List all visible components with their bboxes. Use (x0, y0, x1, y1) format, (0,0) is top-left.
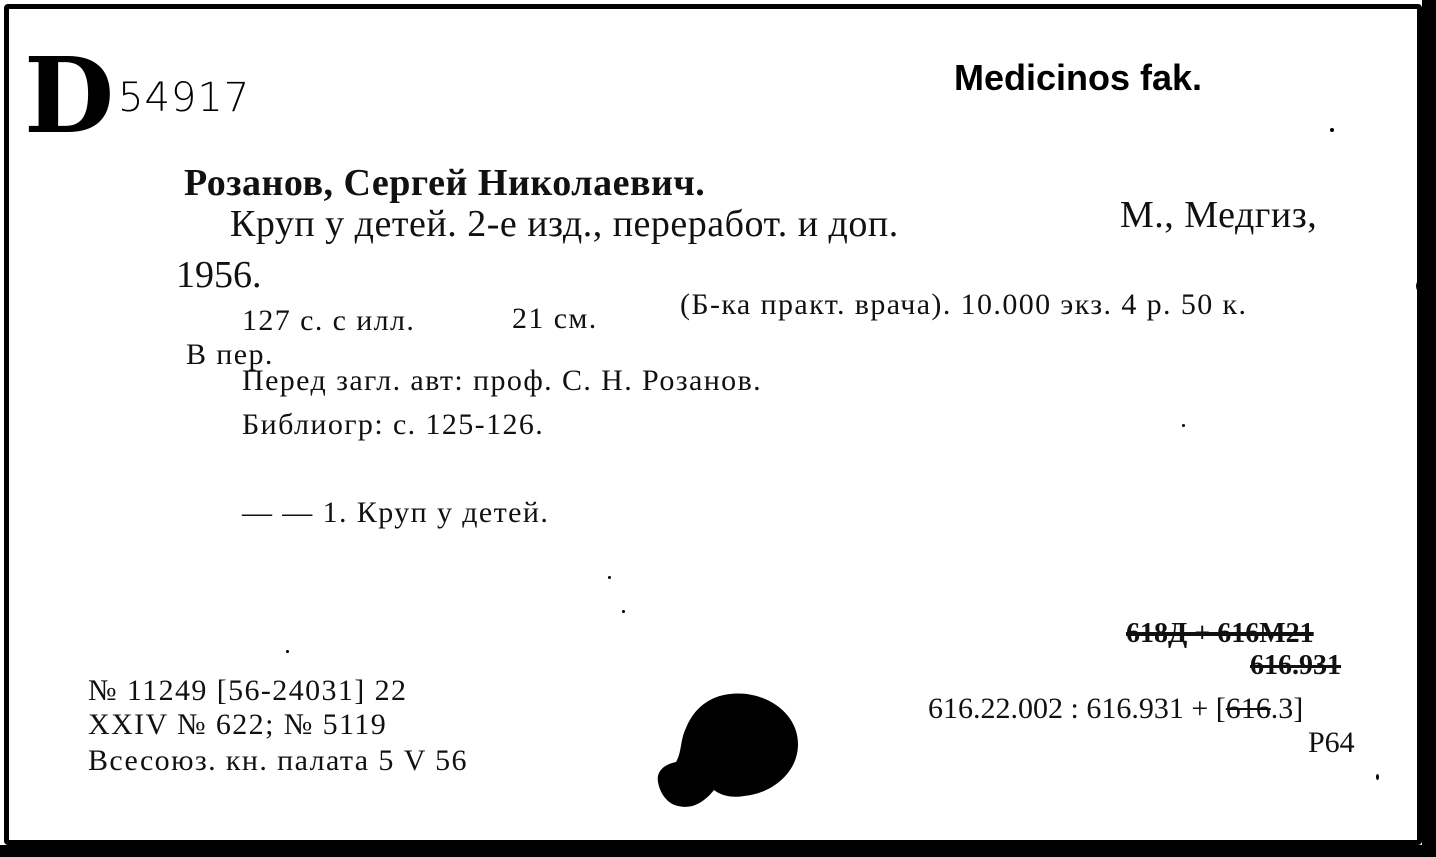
speck (286, 650, 289, 653)
library-stamp: Medicinos fak. (954, 57, 1203, 98)
classification-mark: Р64 (1308, 726, 1355, 759)
udc-main-struck: 616 (1225, 692, 1271, 725)
udc-crossed-out-1: 618Д + 616М21 (1126, 618, 1314, 649)
registry-line-1: № 11249 [56-24031] 22 (88, 674, 408, 707)
pages-description: 127 с. с илл. (242, 304, 416, 337)
udc-main-part-a: 616.22.002 : 616.931 + [ (928, 692, 1226, 725)
imprint-place: М., Медгиз, (1120, 194, 1318, 236)
speck (1330, 128, 1334, 132)
author-heading: Розанов, Сергей Николаевич. (184, 162, 706, 204)
call-letter: D (24, 34, 113, 157)
card-edge-right (1422, 0, 1436, 857)
registry-line-2: XXIV № 622; № 5119 (88, 708, 388, 741)
author-note: Перед загл. авт: проф. С. Н. Розанов. (242, 364, 763, 397)
udc-main (928, 694, 1303, 724)
bibliography-note: Библиогр: с. 125-126. (242, 408, 545, 441)
call-number: 54917 (118, 75, 251, 121)
book-title: Круп у детей. 2-е изд., переработ. и доп. (230, 203, 899, 245)
udc-crossed-out-2: 616.931 (1250, 650, 1341, 681)
size-description: 21 см. (512, 302, 598, 335)
imprint-year: 1956. (176, 254, 262, 296)
speck (622, 610, 625, 613)
subject-heading: — — 1. Круп у детей. (242, 496, 550, 529)
speck (1416, 280, 1424, 292)
registry-line-3: Всесоюз. кн. палата 5 V 56 (88, 744, 468, 777)
ink-blot (652, 690, 802, 810)
card-edge-bottom (0, 845, 1436, 857)
series-and-price: (Б-ка практ. врача). 10.000 экз. 4 р. 50 к. (680, 288, 1248, 321)
speck (1376, 774, 1379, 780)
speck (1182, 424, 1185, 427)
speck (608, 576, 611, 579)
binding-note: В пер. (186, 338, 274, 371)
udc-main-part-b: .3] (1270, 692, 1304, 725)
